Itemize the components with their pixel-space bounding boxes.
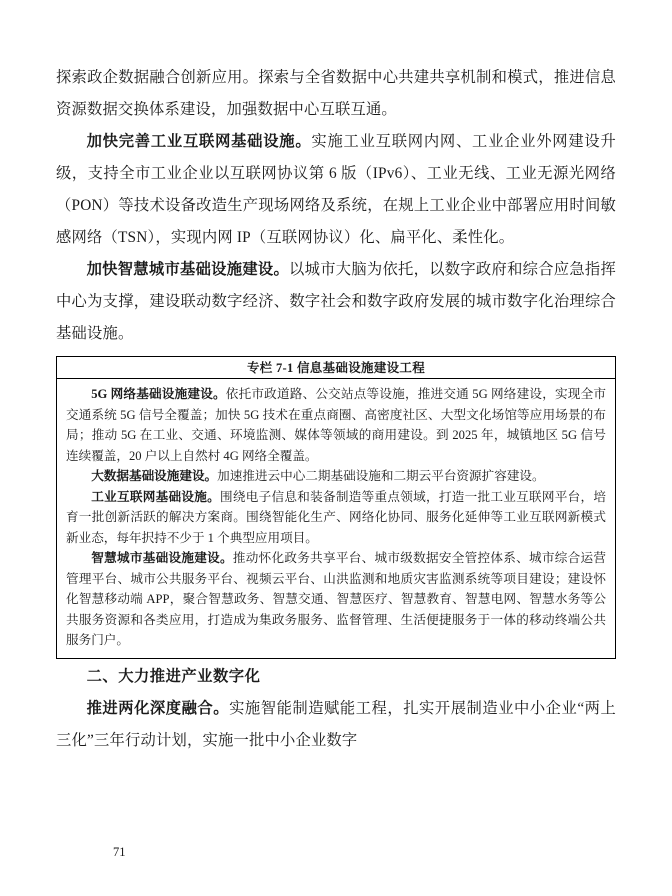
- callout-box: [56, 356, 616, 659]
- section-heading: 二、大力推进产业数字化: [86, 667, 261, 685]
- paragraph-industrial-internet: [56, 126, 616, 254]
- paragraph-text-smart-city: 以城市大脑为依托，以数字政府和综合应急指挥中心为支撑，建设联动数字经济、数字社会和数字政府发展的城市数字化治理综合基础设施。: [56, 261, 616, 342]
- paragraph-lead-industrial-internet: 加快完善工业互联网基础设施。: [86, 133, 312, 150]
- paragraph-text-industrial-internet: 实施工业互联网内网、工业企业外网建设升级，支持全市工业企业以互联网协议第 6 版（IPv6）、工业无线、工业无源光网络（PON）等技术设备改造生产现场网络及系统，在规上工业企业中部署应用时间敏感网络（TSN），实现内网 IP（互联网协议）化、扁平化、柔性化。: [56, 133, 616, 246]
- paragraph-continuation: 探索政企数据融合创新应用。探索与全省数据中心共建共享机制和模式，推进信息资源数据交换体系建设，加强数据中心互联互通。: [56, 69, 616, 118]
- paragraph-two-way-integration: [56, 693, 616, 757]
- paragraph-lead-two-way-integration: 推进两化深度融合。: [86, 699, 230, 717]
- callout-item-lead: 工业互联网基础设施。: [91, 489, 220, 504]
- callout-item: [66, 548, 606, 651]
- callout-item: [66, 384, 606, 466]
- callout-item: [66, 487, 606, 549]
- callout-item-text: 加速推进云中心二期基础设施和二期云平台资源扩容建设。: [217, 469, 545, 483]
- paragraph-smart-city: [56, 254, 616, 350]
- callout-item-lead: 5G 网络基础设施建设。: [91, 387, 226, 401]
- callout-item-text: 围绕电子信息和装备制造等重点领域，打造一批工业互联网平台，培育一批创新活跃的解决方案商。围绕智能化生产、网络化协同、服务化延伸等工业互联网新模式新业态，每年択持不少于 1 个典型应用项目。: [66, 489, 607, 545]
- callout-item-text: 推动怀化政务共享平台、城市级数据安全管控体系、城市综合运营管理平台、城市公共服务平台、视频云平台、山洪监测和地质灾害监测系统等项目建设；建设怀化智慧移动端 APP，聚合智慧政务、智慧交通、智慧医疗、智慧教育、智慧电网、智慧水务等公共服务资源和各类应用，打造成为集政务服务、监督管理、生活便捷服务于一体的移动终端公共服务门户。: [66, 551, 607, 647]
- callout-item-text: 依托市政道路、公交站点等设施，推进交通 5G 网络建设，实现全市交通系统 5G 信号全覆盖；加快 5G 技术在重点商圈、高密度社区、大型文化场馆等应用场景的布局；推动 5G 在工业、交通、环境监测、媒体等领域的商用建设。到 2025 年，城镇地区 5G 信号连续覆盖，20 户以上自然村 4G 网络全覆盖。: [66, 387, 606, 463]
- page-body: [56, 62, 616, 350]
- paragraph-lead-smart-city: 加快智慧城市基础设施建设。: [86, 261, 290, 278]
- callout-box-body: [57, 379, 615, 658]
- callout-item-lead: 大数据基础设施建设。: [91, 469, 218, 483]
- callout-item-lead: 智慧城市基础设施建设。: [91, 551, 233, 565]
- page-number: 71: [113, 845, 126, 859]
- paragraph-text-two-way-integration: 实施智能制造赋能工程，扎实开展制造业中小企业“两上三化”三年行动计划，实施一批中小企业数字: [56, 699, 616, 749]
- callout-item: [66, 466, 606, 487]
- page-body-lower: [56, 661, 616, 757]
- callout-box-title: 专栏 7-1 信息基础设施建设工程: [57, 357, 615, 379]
